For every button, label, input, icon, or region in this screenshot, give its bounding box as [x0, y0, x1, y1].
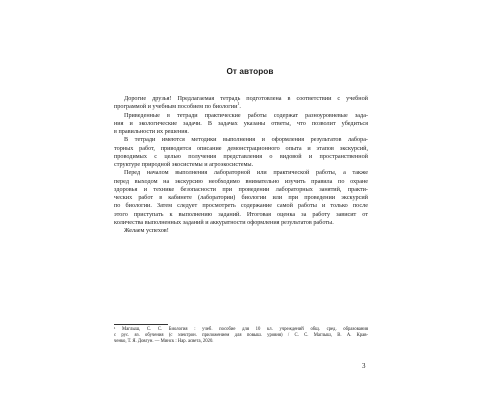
text-line: перед выходом на экскурсию необходимо внимательно изучить правила по охране	[114, 177, 368, 185]
text-line: Дорогие друзья! Предлагаемая тетрадь подготовлена в соответствии с учебной	[124, 95, 368, 102]
text-line: Приведенные в тетради практические работы содержат разноуровневые зада-	[124, 111, 368, 119]
paragraph-methods	[114, 136, 368, 169]
footnote-line: ченко, Т. Я. Довгун. — Минск : Нар. асвета, 2020.	[114, 339, 214, 344]
text-line: Перед началом выполнения лабораторной или практической работы, а также	[124, 169, 368, 177]
text-line: Желаем успехов!	[124, 227, 169, 234]
text-line: этого приступать к выполнению заданий. Итоговая оценка за работу зависит от	[114, 210, 368, 218]
text-line: проводимых с целью получения представления о видовой и пространственной	[114, 152, 368, 160]
text-line-tail: .	[239, 103, 241, 111]
text-line: в правильности их решения.	[114, 128, 189, 135]
paragraph-safety	[114, 169, 368, 227]
page-number: 3	[362, 362, 366, 370]
text-line: программой и учебным пособием по биологии	[114, 103, 238, 111]
page-title: От авторов	[226, 67, 274, 76]
text-line: количества выполненных заданий и аккуратности оформления результатов работы.	[114, 218, 334, 226]
footnote-line: ¹ Маглыш, С. С. Биология : учеб. пособие для 10 кл. учреждений общ. сред. образования	[114, 327, 368, 332]
text-line: по биологии. Затем следует просмотреть содержание самой работы и только после	[114, 202, 368, 210]
footnote-reference[interactable]: 1	[237, 101, 240, 107]
footnote-divider	[114, 324, 168, 325]
text-line: ческих работ в кабинете (лаборатории) биологии или при проведении экскурсий	[114, 194, 368, 201]
footnote-line: с рус. яз. обучения (с электрон. приложением для повыш. уровня) / С. С. Маглыш, В. А. Крав-	[114, 333, 368, 338]
text-line: торных работ, приводится описание демонстрационного опыта и этапов экскурсий,	[114, 144, 368, 152]
preface-body	[114, 95, 368, 235]
text-line: В тетради имеются методики выполнения и оформления результатов лабора-	[124, 136, 368, 144]
text-line-with-footnote	[114, 103, 368, 111]
footnote	[114, 327, 368, 345]
text-line: структуре природной экосистемы и агроэкосистемы.	[114, 161, 254, 168]
paragraph-practical-works	[114, 112, 368, 137]
paragraph-intro	[114, 95, 368, 112]
text-line: ния и экологические задачи. В задачах указаны ответы, что позволит убедиться	[114, 119, 368, 127]
text-line: здоровья и технике безопасности при проведении лабораторных занятий, практи-	[114, 185, 368, 193]
paragraph-wishes	[114, 227, 368, 235]
